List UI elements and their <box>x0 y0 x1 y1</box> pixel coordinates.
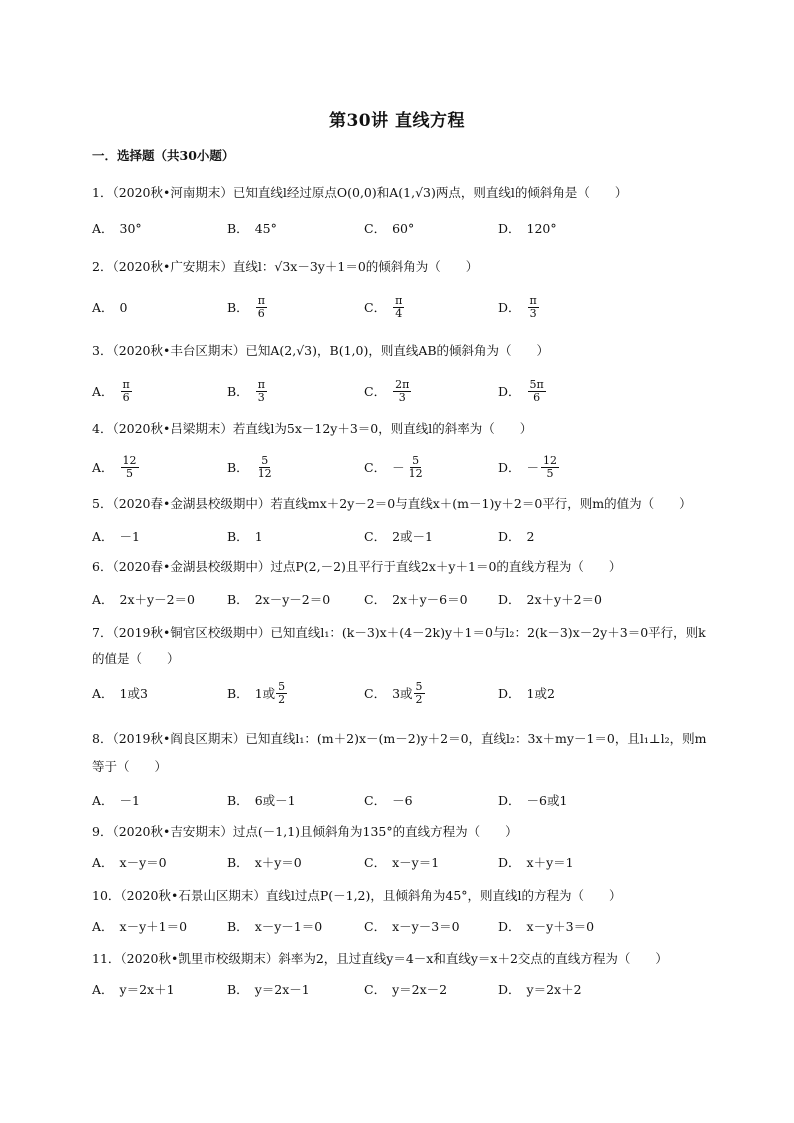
fraction: $\frac{12}{5}$ <box>122 453 137 480</box>
fraction: $\frac{5}{12}$ <box>408 453 423 480</box>
option-d: D． 2x＋y＋2＝0 <box>498 592 603 607</box>
option-c: C． 2x＋y－6＝0 <box>364 592 468 607</box>
option-d: D． 120° <box>498 221 557 236</box>
option-row <box>92 680 712 706</box>
option-row <box>92 913 712 939</box>
option-d: D． x＋y＝1 <box>498 855 574 870</box>
option-b: B． x－y－1＝0 <box>227 919 323 934</box>
question-stem: 1．（2020秋•河南期末）已知直线l经过原点O(0,0)和A(1,√3)两点，则直线l的倾斜角是（ ） <box>92 185 628 200</box>
question-stem: 5．（2020春•金湖县校级期中）若直线mx＋2y－2＝0与直线x＋(m－1)y＋2＝0平行，则m的值为（ ） <box>92 496 692 511</box>
option-b: B． 6或－1 <box>227 793 296 808</box>
fraction: $\frac{5}{2}$ <box>415 679 423 706</box>
page-title: 第30讲 直线方程 <box>328 111 466 131</box>
fraction: $\frac{5}{2}$ <box>278 679 286 706</box>
option-row <box>92 454 712 480</box>
option-d: D． $\frac{5\pi}{6}$ <box>498 377 544 404</box>
option-b: B． 1或 $\frac{5}{2}$ <box>227 679 286 706</box>
option-b: B． x＋y＝0 <box>227 855 302 870</box>
option-row <box>92 216 712 242</box>
question-stem: 9．（2020秋•吉安期末）过点(－1,1)且倾斜角为135°的直线方程为（ ） <box>92 824 518 839</box>
option-b: B． y＝2x－1 <box>227 982 310 997</box>
option-d: D． 2 <box>498 528 535 544</box>
option-row <box>92 849 712 875</box>
question-stem: 4．（2020秋•吕梁期末）若直线l为5x－12y＋3＝0，则直线l的斜率为（ ） <box>92 421 533 436</box>
question-stem: 2．（2020秋•广安期末）直线l：√3x－3y＋1＝0的倾斜角为（ ） <box>92 259 479 274</box>
option-c: C． － $\frac{5}{12}$ <box>364 453 423 480</box>
fraction: $\frac{\pi}{4}$ <box>395 293 403 320</box>
question-stem: 8．（2019秋•阎良区期末）已知直线l₁：(m＋2)x－(m－2)y＋2＝0，直线l₂：3x＋my－1＝0，且l₁⊥l₂，则m等于（ ） <box>92 731 707 774</box>
option-a: A． 0 <box>92 299 128 315</box>
question-stem: 7．（2019秋•铜官区校级期中）已知直线l₁：(k－3)x＋(4－2k)y＋1＝0与l₂：2(k－3)x－2y＋3＝0平行，则k的值是（ ） <box>92 625 706 666</box>
option-a: A． －1 <box>92 793 140 808</box>
option-c: C． 60° <box>364 221 415 236</box>
section-heading: 一．选择题（共30小题） <box>92 148 235 163</box>
question-stem: 11．（2020秋•凯里市校级期末）斜率为2，且过直线y＝4－x和直线y＝x＋2交点的直线方程为（ ） <box>92 951 668 966</box>
option-a: A． x－y＋1＝0 <box>92 919 188 934</box>
option-c: C． x－y＝1 <box>364 855 440 870</box>
option-c: C． x－y－3＝0 <box>364 919 460 934</box>
question-stem: 6．（2020春•金湖县校级期中）过点P(2,－2)且平行于直线2x＋y＋1＝0的直线方程为（ ） <box>92 559 622 574</box>
option-b: B． $\frac{5}{12}$ <box>227 453 272 480</box>
option-d: D． －6或1 <box>498 793 568 808</box>
fraction: $\frac{\pi}{6}$ <box>122 377 130 404</box>
option-row <box>92 294 712 320</box>
option-b: B． $\frac{\pi}{3}$ <box>227 377 265 404</box>
option-b: B． 1 <box>227 528 263 544</box>
fraction: $\frac{2\pi}{3}$ <box>395 377 410 404</box>
option-a: A． 2x＋y－2＝0 <box>92 592 196 607</box>
fraction: $\frac{\pi}{3}$ <box>529 293 537 320</box>
option-d: D． 1或2 <box>498 686 555 701</box>
option-c: C． $\frac{\pi}{4}$ <box>364 293 403 320</box>
fraction: $\frac{5}{12}$ <box>257 453 272 480</box>
option-a: A． $\frac{\pi}{6}$ <box>92 377 130 404</box>
option-c: C． 3或 $\frac{5}{2}$ <box>364 679 423 706</box>
option-b: B． 45° <box>227 221 277 236</box>
option-d: D． $\frac{\pi}{3}$ <box>498 293 537 320</box>
question-stem: 10．（2020秋•石景山区期末）直线l过点P(－1,2)，且倾斜角为45°，则直线l的方程为（ ） <box>92 888 622 903</box>
option-a: A． y＝2x＋1 <box>92 982 175 997</box>
option-d: D． x－y＋3＝0 <box>498 919 595 934</box>
option-c: C． y＝2x－2 <box>364 982 448 997</box>
option-row <box>92 586 712 612</box>
option-b: B． 2x－y－2＝0 <box>227 592 331 607</box>
option-a: A． 1或3 <box>92 686 148 701</box>
option-a: A． －1 <box>92 529 140 544</box>
option-c: C． 2或－1 <box>364 529 433 544</box>
option-b: B． $\frac{\pi}{6}$ <box>227 293 265 320</box>
option-a: A． 30° <box>92 221 142 236</box>
option-c: C． －6 <box>364 793 413 808</box>
option-row <box>92 378 712 404</box>
option-a: A． $\frac{12}{5}$ <box>92 453 137 480</box>
option-d: D． － $\frac{12}{5}$ <box>498 453 558 480</box>
option-c: C． $\frac{2\pi}{3}$ <box>364 377 410 404</box>
option-a: A． x－y＝0 <box>92 855 167 870</box>
fraction: $\frac{\pi}{3}$ <box>257 377 265 404</box>
fraction: $\frac{12}{5}$ <box>543 453 558 480</box>
option-row <box>92 976 712 1002</box>
fraction: $\frac{\pi}{6}$ <box>257 293 265 320</box>
option-d: D． y＝2x＋2 <box>498 982 582 997</box>
option-row <box>92 787 712 813</box>
question-stem: 3．（2020秋•丰台区期末）已知A(2,√3)，B(1,0)，则直线AB的倾斜角为（ ） <box>92 343 550 358</box>
option-row <box>92 523 712 549</box>
fraction: $\frac{5\pi}{6}$ <box>529 377 544 404</box>
